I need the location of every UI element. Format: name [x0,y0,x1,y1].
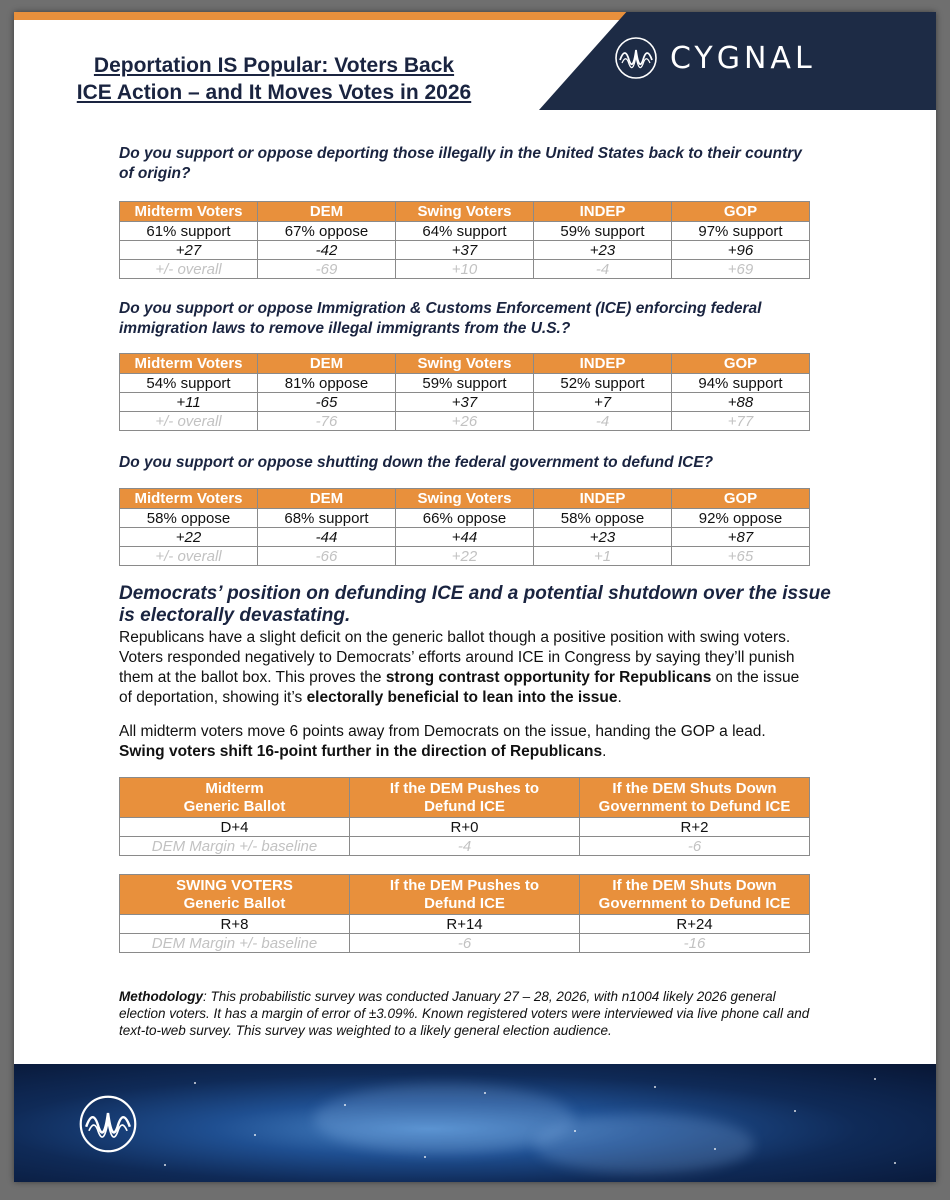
cell: +22 [120,528,258,547]
col-header [120,778,350,818]
cell: 58% oppose [534,509,672,528]
cell: -6 [350,934,580,953]
cell: +96 [672,241,810,260]
question-1: Do you support or oppose deporting those illegally in the United States back to their country of origin? [119,145,802,182]
table-row [120,412,810,431]
header-line: SWING VOTERS [176,877,293,894]
cell: -42 [258,241,396,260]
text-run: . [602,743,607,760]
cell: +10 [396,260,534,279]
cell: -16 [580,934,810,953]
col-header: INDEP [534,354,672,374]
cell: 66% oppose [396,509,534,528]
header-line: Defund ICE [424,798,505,815]
table-row [120,528,810,547]
question-3: Do you support or oppose shutting down the federal government to defund ICE? [119,454,714,471]
cell: -76 [258,412,396,431]
table-row [120,260,810,279]
cell: 68% support [258,509,396,528]
cell: +37 [396,241,534,260]
bold-text-run: electorally beneficial to lean into the issue [306,689,618,706]
cell: 54% support [120,374,258,393]
title-line-2: ICE Action – and It Moves Votes in 2026 [76,81,472,104]
cell: R+8 [120,915,350,934]
col-header: Midterm Voters [120,489,258,509]
col-header: Swing Voters [396,489,534,509]
header-line: If the DEM Pushes to [389,780,540,797]
cell: +/- overall [120,547,258,566]
header-line: Government to Defund ICE [598,895,791,912]
cell: -65 [258,393,396,412]
title-line-1: Deportation IS Popular: Voters Back [93,54,455,77]
header-line: If the DEM Shuts Down [612,780,777,797]
cell: DEM Margin +/- baseline [120,837,350,856]
col-header: Swing Voters [396,202,534,222]
cell: +37 [396,393,534,412]
brand-name: CYGNAL [670,40,816,76]
text-run: on the issue of deportation, showing it’s [119,669,800,706]
star [714,1148,716,1150]
methodology-label: Methodology [119,989,203,1004]
star [344,1104,346,1106]
cell: +11 [120,393,258,412]
cell: +/- overall [120,260,258,279]
cell: +7 [534,393,672,412]
col-header: Midterm Voters [120,354,258,374]
col-header: GOP [672,202,810,222]
star [194,1082,196,1084]
cell: D+4 [120,818,350,837]
cell: -4 [534,412,672,431]
table-row [120,241,810,260]
report-page [14,12,936,1182]
star [794,1110,796,1112]
cell: -69 [258,260,396,279]
methodology-note [119,988,819,1039]
cell: 52% support [534,374,672,393]
col-header [350,875,580,915]
cygnal-swan-logo-icon [614,36,658,80]
cell: -44 [258,528,396,547]
table-row [120,915,810,934]
col-header [120,875,350,915]
cell: 81% oppose [258,374,396,393]
cell: +88 [672,393,810,412]
star [164,1164,166,1166]
col-header: DEM [258,202,396,222]
cell: R+0 [350,818,580,837]
cell: R+24 [580,915,810,934]
analysis-subheading: Democrats’ position on defunding ICE and a potential shutdown over the issue is electorally devastating. [119,583,831,626]
col-header: INDEP [534,489,672,509]
cell: -6 [580,837,810,856]
table-row [120,374,810,393]
cell: +/- overall [120,412,258,431]
methodology-text: : This probabilistic survey was conducted January 27 – 28, 2026, with n1004 likely 2026 general election voters. It has a margin of error of ±3.09%. Known registered voters were interviewed via live phone call and text-to-web survey. This survey was weighted to a likely general election audience. [119,989,810,1038]
header-line: If the DEM Shuts Down [612,877,777,894]
star [874,1078,876,1080]
text-run: All midterm voters move 6 points away from Democrats on the issue, handing the GOP a lead. [119,723,766,740]
analysis-paragraph-1 [119,628,809,708]
cell: 97% support [672,222,810,241]
text-run: . [617,689,622,706]
star [894,1162,896,1164]
generic-ballot-table-midterm [119,777,810,856]
cell: +44 [396,528,534,547]
table-row [120,509,810,528]
col-header [580,778,810,818]
star [574,1130,576,1132]
cell: DEM Margin +/- baseline [120,934,350,953]
header-line: Government to Defund ICE [598,798,791,815]
col-header: DEM [258,354,396,374]
header-line: Defund ICE [424,895,505,912]
table-row [120,818,810,837]
question-2-table [119,353,810,431]
col-header: Swing Voters [396,354,534,374]
col-header: GOP [672,489,810,509]
cell: +1 [534,547,672,566]
cell: 58% oppose [120,509,258,528]
header-line: Generic Ballot [183,895,286,912]
page-title [54,52,494,106]
bold-text-run: strong contrast opportunity for Republicans [385,669,712,686]
generic-ballot-table-swing [119,874,810,953]
col-header: GOP [672,354,810,374]
question-1-table [119,201,810,279]
table-row [120,547,810,566]
header-line: Midterm [205,780,264,797]
cell: 64% support [396,222,534,241]
cell: +87 [672,528,810,547]
cell: 94% support [672,374,810,393]
header-line: Generic Ballot [183,798,286,815]
cygnal-swan-logo-icon [78,1094,138,1154]
star [654,1086,656,1088]
text-run: Republicans have a slight deficit on the generic ballot though a positive position with swing voters. Voters responded negatively to Democrats’ efforts around ICE in Congress by saying they’ll punish them at the ballot box. This proves the [119,629,795,686]
cell: R+2 [580,818,810,837]
col-header: INDEP [534,202,672,222]
cell: -4 [534,260,672,279]
table-row [120,393,810,412]
col-header [580,875,810,915]
cell: +69 [672,260,810,279]
col-header: Midterm Voters [120,202,258,222]
cell: +23 [534,241,672,260]
cell: 59% support [534,222,672,241]
footer-space-banner [14,1064,936,1182]
question-3-table [119,488,810,566]
table-row [120,934,810,953]
cell: 59% support [396,374,534,393]
nebula-glow [534,1114,754,1174]
question-2: Do you support or oppose Immigration & Customs Enforcement (ICE) enforcing federal immigration laws to remove illegal immigrants from the U.S.? [119,300,762,337]
bold-text-run: Swing voters shift 16-point further in the direction of Republicans [119,743,603,760]
cell: -4 [350,837,580,856]
table-row [120,222,810,241]
footer-logo [78,1094,138,1159]
star [254,1134,256,1136]
cell: +23 [534,528,672,547]
star [484,1092,486,1094]
brand-logo [614,36,816,80]
star [424,1156,426,1158]
header-line: If the DEM Pushes to [389,877,540,894]
col-header [350,778,580,818]
cell: +77 [672,412,810,431]
col-header: DEM [258,489,396,509]
cell: -66 [258,547,396,566]
cell: 92% oppose [672,509,810,528]
cell: +26 [396,412,534,431]
cell: 61% support [120,222,258,241]
analysis-paragraph-2 [119,722,809,762]
cell: +27 [120,241,258,260]
cell: +65 [672,547,810,566]
cell: R+14 [350,915,580,934]
cell: +22 [396,547,534,566]
cell: 67% oppose [258,222,396,241]
table-row [120,837,810,856]
